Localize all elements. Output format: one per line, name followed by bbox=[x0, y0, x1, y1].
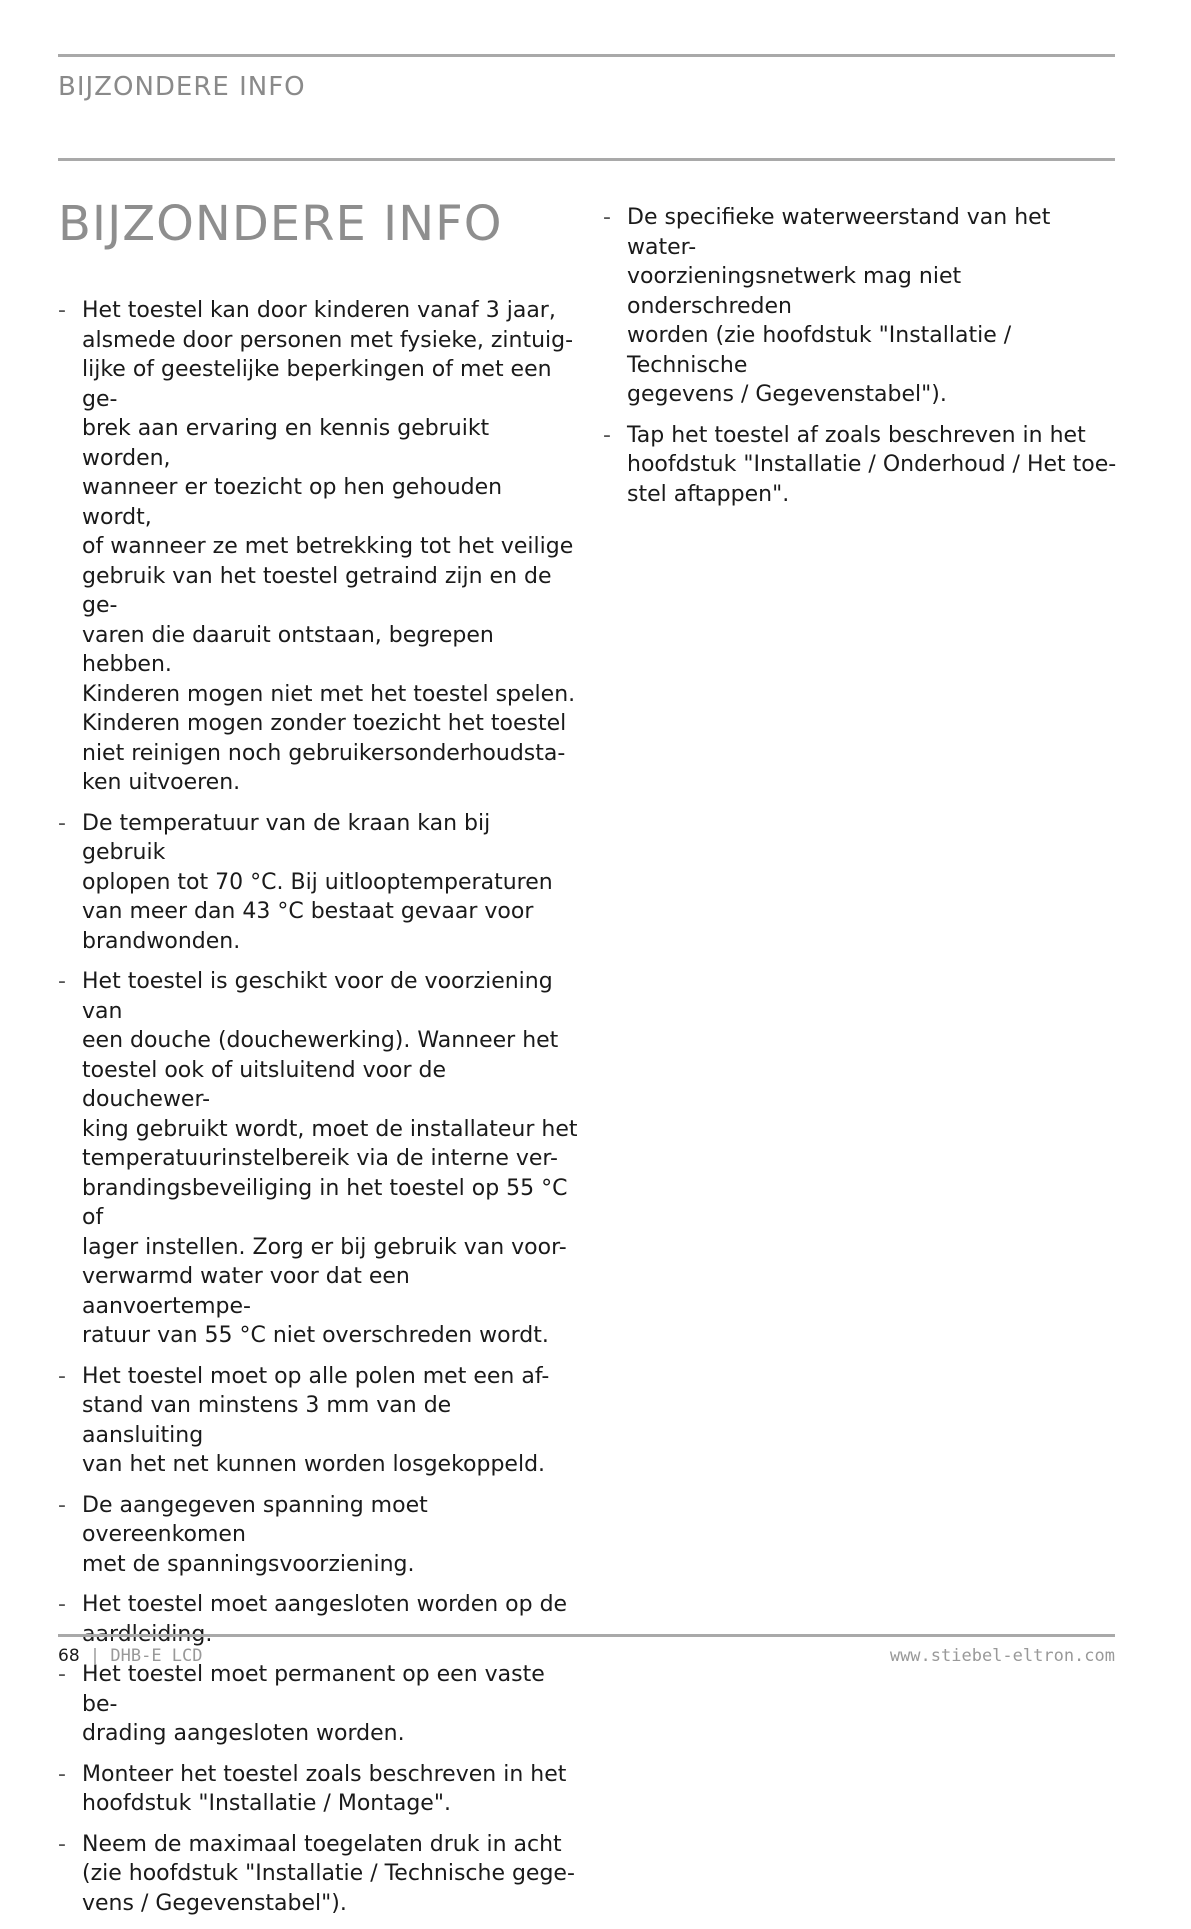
bullet-dash: - bbox=[603, 205, 611, 230]
header-divider bbox=[58, 158, 1115, 161]
list-item-text: Het toestel is geschikt voor de voorziening van een douche (douchewerking). Wanneer het toestel ook of uitsluitend voor de douchewer- king gebruikt wordt, moet de installateur het temperatuurinstelbereik via de interne ver- brandingsbeveiliging in het toestel op 55 °C of lager instellen. Zorg er bij gebruik van voor- verwarmd water voor dat een aanvoertempe- ratuur van 55 °C niet overschreden wordt. bbox=[82, 969, 578, 1348]
bullet-dash: - bbox=[58, 810, 66, 836]
list-item bbox=[58, 1760, 578, 1819]
header-rule bbox=[58, 54, 1115, 57]
bullet-dash: - bbox=[58, 1831, 66, 1857]
bullet-dash: - bbox=[58, 1592, 66, 1617]
bullet-dash: - bbox=[58, 969, 66, 994]
footer-left bbox=[58, 1646, 203, 1666]
bullet-dash: - bbox=[603, 422, 611, 448]
running-header: BIJZONDERE INFO bbox=[58, 72, 306, 102]
website-url: www.stiebel-eltron.com bbox=[889, 1646, 1115, 1666]
footer-separator: | bbox=[89, 1646, 101, 1666]
list-item bbox=[603, 203, 1123, 410]
bullet-dash: - bbox=[58, 1492, 66, 1518]
list-item bbox=[58, 809, 578, 957]
list-item bbox=[58, 1590, 578, 1649]
bullet-dash: - bbox=[58, 298, 66, 323]
list-item-text: De specifieke waterweerstand van het water- voorzieningsnetwerk mag niet onderschreden worden (zie hoofdstuk "Installatie / Technische gegevens / Gegevenstabel"). bbox=[627, 205, 1051, 407]
list-item-text: Neem de maximaal toegelaten druk in acht (zie hoofdstuk "Installatie / Technische gege- vens / Gegevenstabel"). bbox=[82, 1831, 575, 1916]
bullet-dash: - bbox=[58, 1363, 66, 1389]
list-item bbox=[58, 967, 578, 1351]
footer-rule bbox=[58, 1634, 1115, 1637]
list-item-text: De temperatuur van de kraan kan bij gebruik oplopen tot 70 °C. Bij uitlooptemperaturen van meer dan 43 °C bestaat gevaar voor brandwonden. bbox=[82, 810, 553, 954]
bullet-dash: - bbox=[58, 1662, 66, 1687]
list-item bbox=[58, 1660, 578, 1749]
list-item bbox=[58, 1362, 578, 1480]
right-column-list bbox=[603, 203, 1123, 520]
list-item bbox=[58, 1491, 578, 1580]
list-item-text: De aangegeven spanning moet overeenkomen met de spanningsvoorziening. bbox=[82, 1492, 428, 1577]
left-column-list bbox=[58, 296, 578, 1929]
product-name: DHB-E LCD bbox=[110, 1646, 203, 1666]
list-item-text: Het toestel moet op alle polen met een af- stand van minstens 3 mm van de aansluiting van het net kunnen worden losgekoppeld. bbox=[82, 1363, 550, 1477]
list-item-text: Het toestel moet aangesloten worden op de aardleiding. bbox=[82, 1592, 568, 1647]
section-title: BIJZONDERE INFO bbox=[58, 196, 503, 252]
list-item-text: Tap het toestel af zoals beschreven in het hoofdstuk "Installatie / Onderhoud / Het toe- stel aftappen". bbox=[627, 422, 1117, 507]
page-number: 68 bbox=[58, 1646, 80, 1666]
list-item-text: Het toestel moet permanent op een vaste be- drading aangesloten worden. bbox=[82, 1662, 545, 1746]
list-item bbox=[58, 1830, 578, 1919]
list-item bbox=[58, 296, 578, 798]
list-item-text: Monteer het toestel zoals beschreven in het hoofdstuk "Installatie / Montage". bbox=[82, 1761, 567, 1816]
list-item-text: Het toestel kan door kinderen vanaf 3 jaar, alsmede door personen met fysieke, zintuig- lijke of geestelijke beperkingen of met een ge- brek aan ervaring en kennis gebruikt worden, wanneer er toezicht op hen gehouden wordt, of wanneer ze met betrekking tot het veilige gebruik van het toestel getraind zijn en de ge- varen die daaruit ontstaan, begrepen hebben. Kinderen mogen niet met het toestel spelen. Kinderen mogen zonder toezicht het toestel niet reinigen noch gebruikersonderhoudsta- ken uitvoeren. bbox=[82, 298, 576, 795]
list-item bbox=[603, 421, 1123, 510]
bullet-dash: - bbox=[58, 1761, 66, 1787]
